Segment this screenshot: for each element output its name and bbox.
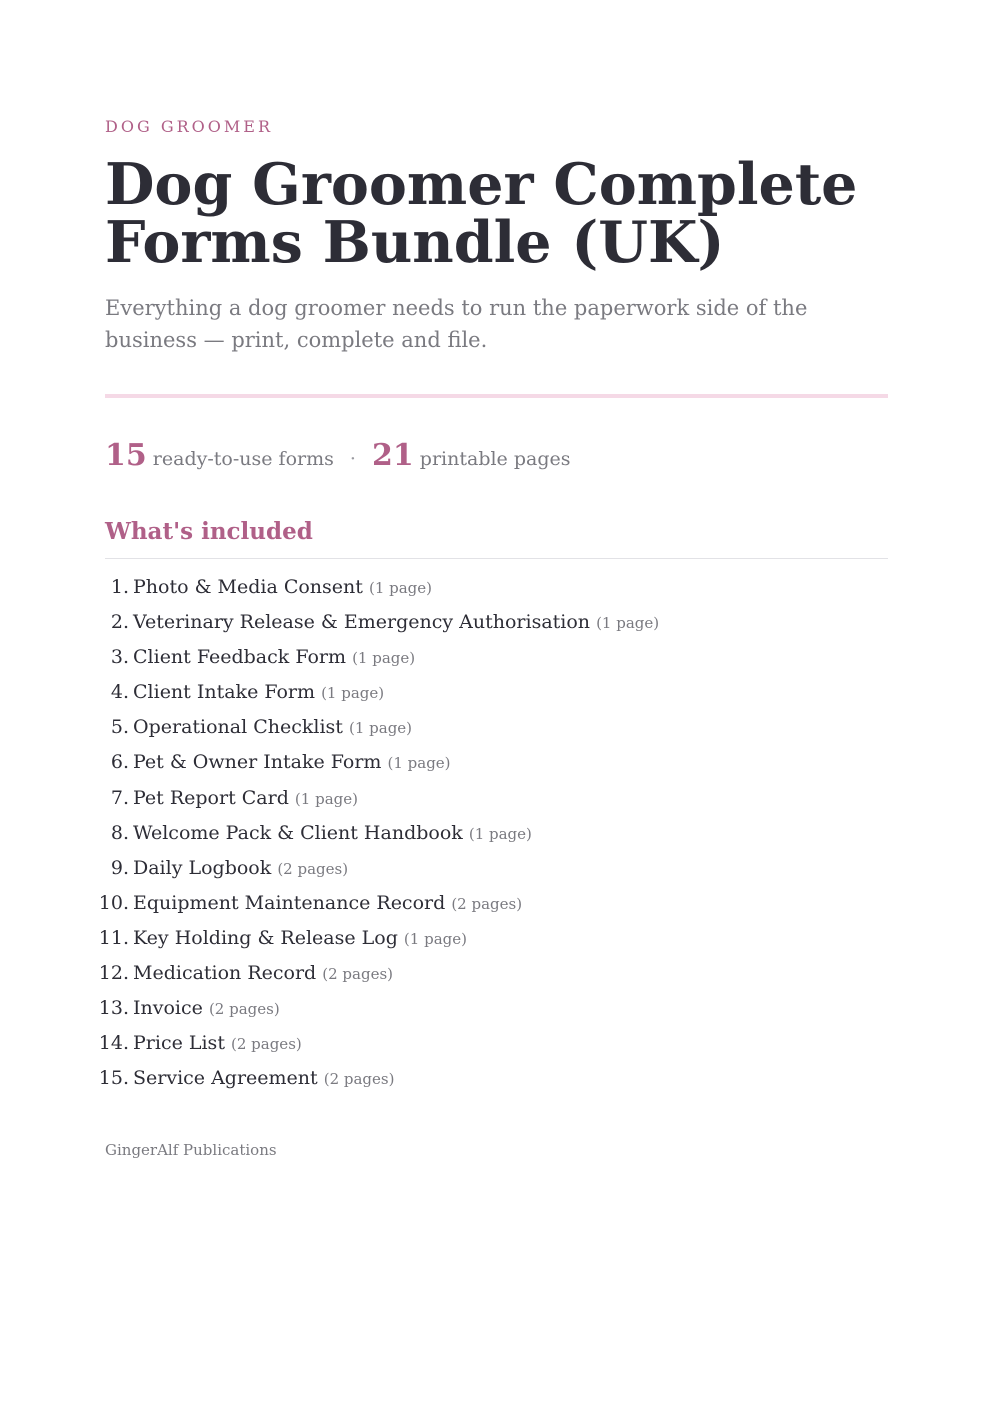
list-item-body <box>133 643 415 672</box>
list-item-body <box>133 1064 394 1093</box>
page-title: Dog Groomer Complete Forms Bundle (UK) <box>105 151 858 276</box>
list-item-number: 5. <box>110 716 129 739</box>
form-page-count: (1 page) <box>321 684 385 703</box>
accent-divider <box>105 394 888 398</box>
form-page-count: (2 pages) <box>323 1070 395 1089</box>
form-name: Invoice <box>133 997 203 1020</box>
form-page-count: (2 pages) <box>451 894 523 913</box>
publisher-name: GingerAlf Publications <box>105 1141 277 1159</box>
form-name: Veterinary Release & Emergency Authorisation <box>133 611 591 634</box>
form-name: Medication Record <box>133 962 317 985</box>
list-item-body <box>133 573 432 602</box>
form-name: Client Feedback Form <box>133 646 347 669</box>
form-page-count: (1 page) <box>348 719 413 738</box>
list-item-number: 2. <box>110 611 129 634</box>
list-item-number: 15. <box>98 1067 129 1090</box>
form-page-count: (1 page) <box>387 754 451 773</box>
list-item-number: 1. <box>110 576 129 598</box>
list-item-body <box>133 889 522 918</box>
form-page-count: (2 pages) <box>322 965 394 984</box>
forms-count-label: ready-to-use forms <box>152 448 334 470</box>
form-page-count: (1 page) <box>368 579 433 597</box>
list-item-number: 13. <box>98 997 129 1020</box>
list-item-number: 10. <box>98 891 129 914</box>
list-item-body <box>133 713 412 742</box>
list-item-number: 8. <box>110 821 129 844</box>
section-divider <box>105 558 888 559</box>
form-name: Pet Report Card <box>133 786 289 809</box>
form-page-count: (1 page) <box>294 789 358 808</box>
form-page-count: (2 pages) <box>277 859 349 878</box>
list-item-number: 11. <box>98 926 129 949</box>
form-page-count: (1 page) <box>403 929 467 948</box>
forms-count: 15 <box>105 438 147 473</box>
list-item-number: 14. <box>98 1032 129 1055</box>
category-label: DOG GROOMER <box>105 117 273 136</box>
form-name: Photo & Media Consent <box>133 576 363 598</box>
section-heading: What's included <box>105 518 313 545</box>
list-item-number: 7. <box>110 786 129 809</box>
bundle-stats <box>105 438 571 473</box>
form-name: Key Holding & Release Log <box>133 926 398 949</box>
form-page-count: (1 page) <box>468 824 532 843</box>
list-item-body <box>133 608 659 637</box>
list-item-body <box>133 748 451 777</box>
form-name: Daily Logbook <box>133 856 272 879</box>
list-item-body <box>133 854 348 883</box>
list-item-number: 4. <box>110 681 129 704</box>
pages-count-label: printable pages <box>419 448 571 470</box>
list-item-number: 3. <box>110 646 129 669</box>
list-item-number: 6. <box>110 751 129 774</box>
list-item-number: 12. <box>98 962 129 985</box>
form-page-count: (2 pages) <box>208 1000 280 1019</box>
list-item-body <box>133 994 280 1023</box>
form-page-count: (1 page) <box>352 649 416 668</box>
form-page-count: (2 pages) <box>231 1035 302 1054</box>
form-name: Price List <box>133 1032 225 1055</box>
form-page-count: (1 page) <box>596 614 660 633</box>
form-name: Welcome Pack & Client Handbook <box>133 821 463 844</box>
form-name: Pet & Owner Intake Form <box>133 751 382 774</box>
form-name: Client Intake Form <box>133 681 316 704</box>
list-item-body <box>133 784 358 813</box>
list-item-number: 9. <box>110 856 129 879</box>
form-name: Equipment Maintenance Record <box>133 891 446 914</box>
form-name: Service Agreement <box>133 1067 318 1090</box>
pages-count: 21 <box>372 438 414 473</box>
list-item-body <box>133 819 532 848</box>
stats-separator: · <box>349 448 356 470</box>
list-item-body <box>133 678 384 707</box>
list-item-body <box>133 1029 302 1058</box>
list-item-body <box>133 959 393 988</box>
page-subtitle: Everything a dog groomer needs to run the paperwork side of the business — print, complete and file. <box>105 296 808 352</box>
list-item-body <box>133 924 467 953</box>
form-name: Operational Checklist <box>133 716 343 739</box>
